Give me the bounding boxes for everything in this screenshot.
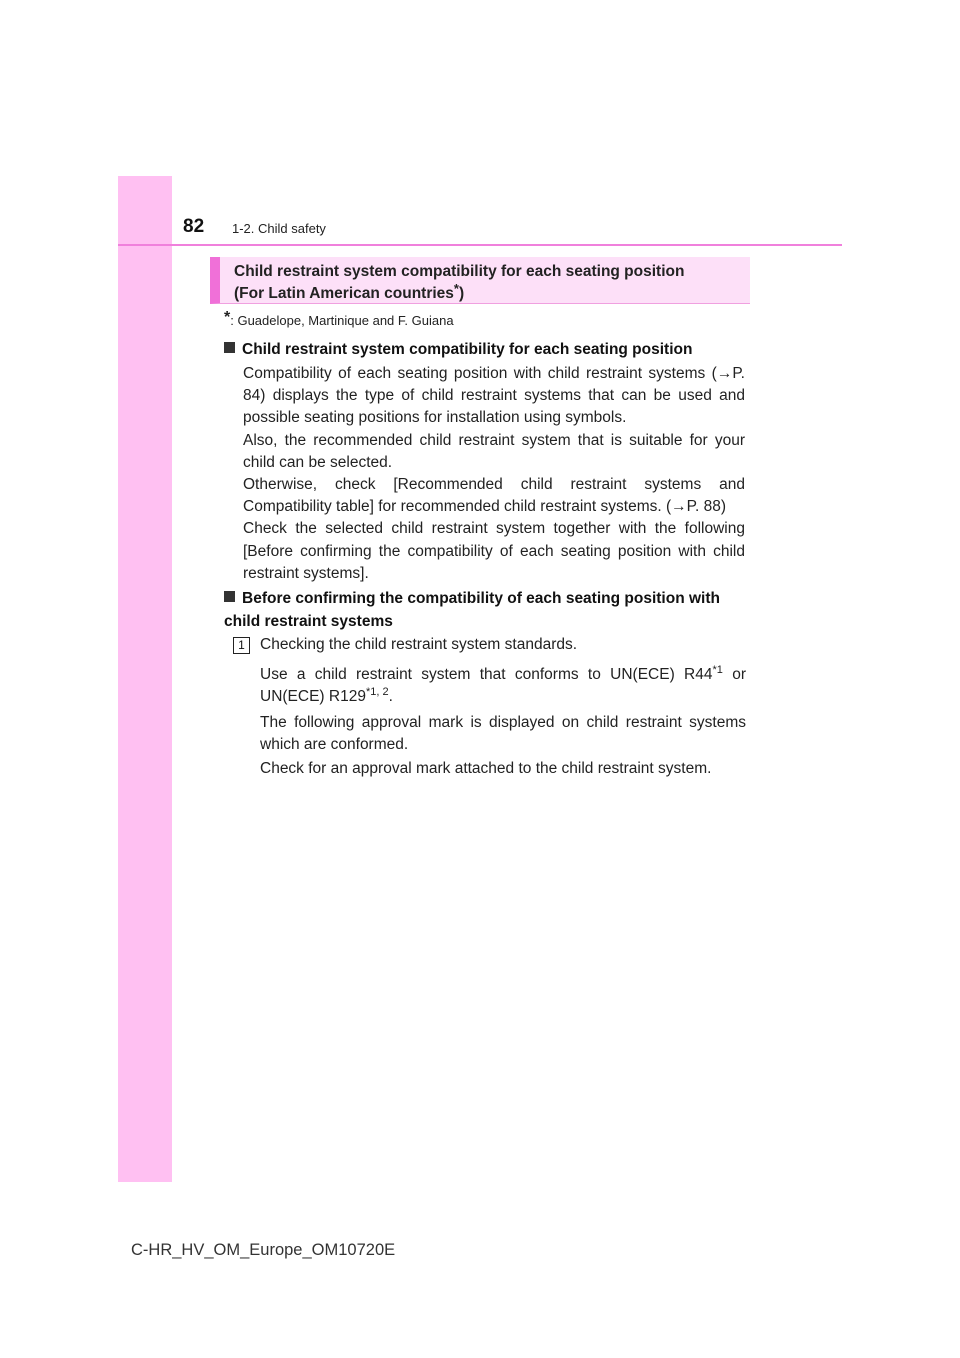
pink-sidebar xyxy=(118,176,172,1182)
heading-line1: Child restraint system compatibility for each seating position xyxy=(234,263,685,280)
section-heading-box xyxy=(210,257,750,304)
paragraph: Also, the recommended child restraint system that is suitable for your child can be selected. xyxy=(243,431,745,471)
step-body-3: Check for an approval mark attached to the child restraint system. xyxy=(260,760,712,777)
paragraph: Otherwise, check [Recommended child restraint systems and Compatibility table] for recommended child restraint systems. (→P. 88) xyxy=(243,476,745,516)
square-bullet-icon xyxy=(224,342,235,353)
footnote-ref: *1, 2 xyxy=(365,686,389,699)
compatibility-body xyxy=(243,363,745,585)
subheading-compatibility: Child restraint system compatibility for each seating position xyxy=(224,338,746,361)
heading-line2: (For Latin American countries xyxy=(234,285,454,302)
section-label: 1-2. Child safety xyxy=(232,221,326,236)
square-bullet-icon xyxy=(224,591,235,602)
page-number: 82 xyxy=(183,216,205,237)
step-body-2: The following approval mark is displayed on child restraint systems which are conformed. xyxy=(260,714,746,754)
subheading-before-confirming: Before confirming the compatibility of each seating position with child restraint systems xyxy=(224,590,720,630)
footnote-ref: *1 xyxy=(712,664,723,676)
heading-close: ) xyxy=(458,285,465,302)
section-heading xyxy=(234,261,748,305)
footer-doc-id: C-HR_HV_OM_Europe_OM10720E xyxy=(131,1241,396,1259)
footnote-text: : Guadelope, Martinique and F. Guiana xyxy=(230,313,454,328)
step-number-box: 1 xyxy=(233,637,250,654)
step-body-1: Use a child restraint system that conforms to UN(ECE) R44$^{*1}$ or UN(ECE) R129$^{*1, 2}$. xyxy=(260,664,747,706)
heading-asterisk: * xyxy=(453,281,459,296)
paragraph: Check the selected child restraint system together with the following [Before confirming the compatibility of each seating position with child restraint systems]. xyxy=(243,520,745,582)
header-rule xyxy=(118,244,842,246)
footnote-asterisk: * xyxy=(224,309,231,326)
step-title: Checking the child restraint system standards. xyxy=(260,636,578,653)
paragraph: Compatibility of each seating position with child restraint systems (→P. 84) displays the type of child restraint systems that can be used and possible seating positions for installation using symbols. xyxy=(243,365,745,427)
footnote xyxy=(224,309,454,328)
